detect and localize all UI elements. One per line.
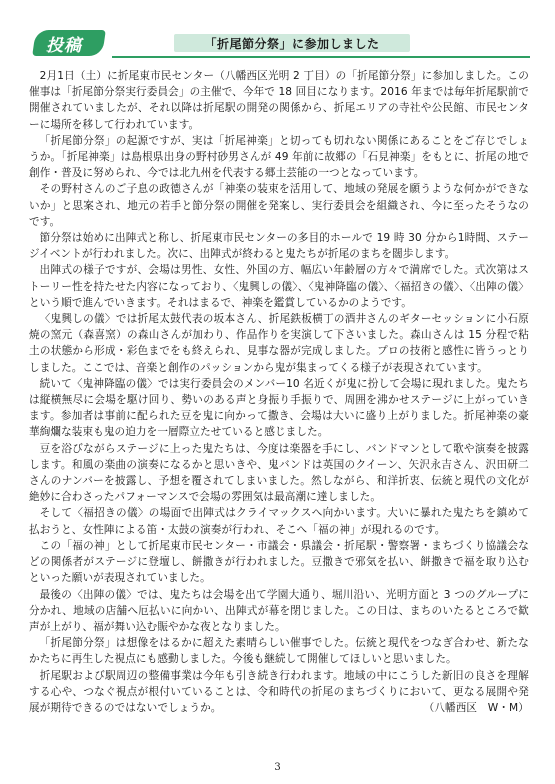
paragraph: 最後の〈出陣の儀〉では、鬼たちは会場を出て学園大通り、堀川沿い、光明方面と 3 つのグループに分かれ、地域の店舗へ厄払いに向かい、出陣式が幕を閉じました。この日は、まちのいたるところで歓声が上がり、福が舞い込む賑やかな夜となりました。 xyxy=(29,588,529,633)
paragraph: 豆を浴びながらステージに上った鬼たちは、今度は楽器を手にし、バンドマンとして歌や演奏を披露します。和風の楽曲の演奏になるかと思いきや、鬼バンドは英国のクイーン、矢沢永吉さん、沢田研二さんのナンバーを披露し、予想を覆されてしまいました。然しながら、和洋折衷、伝統と現代の文化が絶妙に合わさったパフォーマンスで会場の雰囲気は最高潮に達しました。 xyxy=(29,442,529,504)
article-header xyxy=(30,26,530,58)
paragraph: 節分祭は始めに出陣式と称し、折尾東市民センターの多目的ホールで 19 時 30 分から1時間、ステージイベントが行われました。次に、出陣式が終わると鬼たちが折尾のまちを闊歩します。 xyxy=(29,232,529,261)
paragraph-text: 折尾駅および駅周辺の整備事業は今年も引き続き行われます。地域の中にこうした新旧の良さを理解する心や、つなぐ視点が根付いていることは、令和時代の折尾のまちづくりにおいて、更なる展開や発展が期待できるのではないでしょうか。 xyxy=(29,669,529,714)
paragraph: 続いて〈鬼神降臨の儀〉では実行委員会のメンバー10 名近くが鬼に扮して会場に現れました。鬼たちは縦横無尽に会場を駆け回り、勢いのある声と身振り手振りで、周囲を沸かせステージに上がっていきます。参加者は事前に配られた豆を鬼に向かって撒き、会場は大いに盛り上がりました。折尾神楽の豪華絢爛な装束も鬼の迫力を一層際立たせていると感じました。 xyxy=(29,377,529,439)
header-rule xyxy=(112,56,530,58)
paragraph: 2月1日（土）に折尾東市民センター（八幡西区光明 2 丁目）の「折尾節分祭」に参加しました。この催事は「折尾節分祭実行委員会」の主催で、今年で 18 回目になります。2016 年までは毎年折尾駅前で開催されていましたが、それ以降は折尾駅の開発の関係から、折尾エリアの寺社や公民館、市民センターに場所を移して行われています。 xyxy=(29,70,529,131)
title-box xyxy=(174,34,410,52)
article-body xyxy=(29,68,529,716)
badge-label: 投稿 xyxy=(46,36,82,56)
paragraph: そして〈福招きの儀〉の場面で出陣式はクライマックスへ向かいます。大いに暴れた鬼たちを鎮めて払おうと、女性陣による笛・太鼓の演奏が行われ、そこへ「福の神」が現れるのです。 xyxy=(29,507,529,536)
paragraph: この「福の神」として折尾東市民センター・市議会・県議会・折尾駅・警察署・まちづくり協議会などの関係者がステージに登壇し、餅撒きが行われました。豆撒きで邪気を払い、餅撒きで福を取り込むといった願いが表現されていました。 xyxy=(29,539,529,585)
paragraph: 「折尾節分祭」は想像をはるかに超えた素晴らしい催事でした。伝統と現代をつなぎ合わせ、新たなかたちに再生した視点にも感動しました。今後も継続して開催してほしいと思いました。 xyxy=(29,637,529,666)
paragraph: 〈鬼興しの儀〉では折尾太鼓代表の坂本さん、折尾鉄板横丁の酒井さんのギターセッションに小石原焼の窯元（森喜窯）の森山さんが加わり、作品作りを実演して下さいました。森山さんは 15 分程で粘土の状態から形成・彩色までをも終えられ、見事な器が完成しました。プロの技術と感性に皆うっとりしました。ここでは、音楽と創作のパッションから鬼が集まってくる様子が表現されています。 xyxy=(29,313,529,374)
article-title: 「折尾節分祭」に参加しました xyxy=(204,37,380,51)
paragraph: その野村さんのご子息の政德さんが「神楽の装束を活用して、地域の発展を願うような何かができないか」と思案され、地元の若手と節分祭の開催を発案し、実行委員会を組織され、今に至ったそうなのです。 xyxy=(29,183,529,228)
author-signature: （八幡西区 W・M） xyxy=(423,701,529,714)
paragraph: 「折尾節分祭」の起源ですが、実は「折尾神楽」と切っても切れない関係にあることをご存じでしょうか。「折尾神楽」は島根県出身の野村砂男さんが 49 年前に故郷の「石見神楽」をもとに、折尾の地で創作・普及に努められ、今では北九州を代表する郷土芸能の一つとなっています。 xyxy=(29,134,529,180)
page-number: 3 xyxy=(274,762,281,773)
last-paragraph xyxy=(29,668,529,717)
contribution-badge xyxy=(34,26,108,58)
paragraph: 出陣式の様子ですが、会場は男性、女性、外国の方、幅広い年齢層の方々で満席でした。式次第はストーリー性を持たせた内容になっており、〈鬼興しの儀〉、〈鬼神降臨の儀〉、〈福招きの儀〉、〈出陣の儀〉という順で進んでいきます。それはまるで、神楽を鑑賞しているかのようです。 xyxy=(29,264,529,309)
